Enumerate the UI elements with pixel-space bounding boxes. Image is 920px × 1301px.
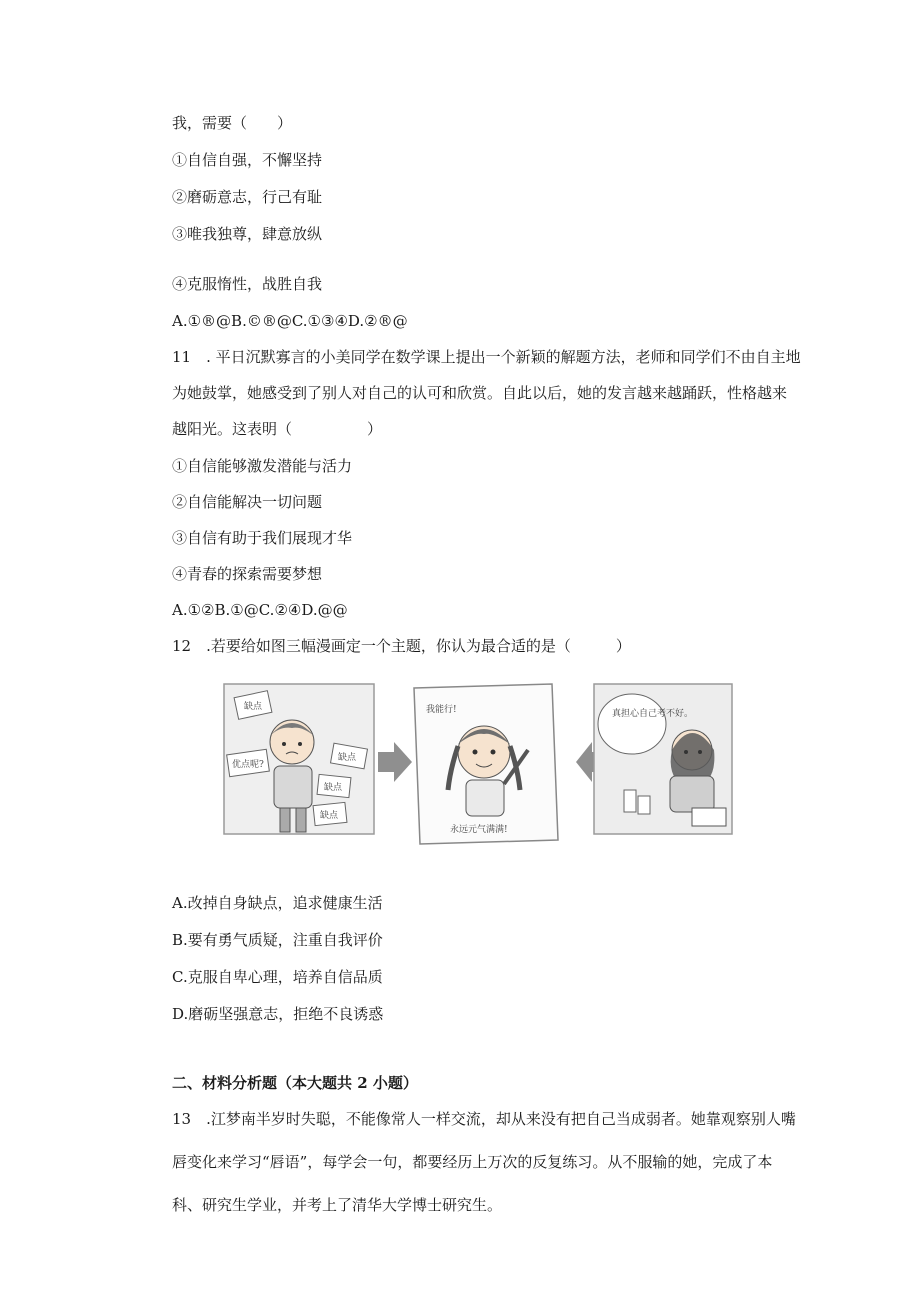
comic-strip-svg xyxy=(222,680,734,846)
arrow-right-icon xyxy=(378,742,412,782)
q13-stem-line-3: 科、研究生学业，并考上了清华大学博士研究生。 xyxy=(172,1196,503,1214)
panel2-label-2: 永远元气满满! xyxy=(450,825,508,835)
comic-panel-2 xyxy=(414,684,558,844)
q11-stem-line-2: 为她鼓掌，她感受到了别人对自己的认可和欣赏。自此以后，她的发言越来越踊跃，性格越来 xyxy=(172,384,788,402)
q11-item-2: ②自信能解决一切问题 xyxy=(172,493,323,511)
q10-item-1: ①自信自强，不懈坚持 xyxy=(172,151,323,169)
comic-strip-image xyxy=(222,680,734,846)
q11-item-1: ①自信能够激发潜能与活力 xyxy=(172,457,353,475)
q12-option-d: D.磨砺坚强意志，拒绝不良诱惑 xyxy=(172,1005,384,1023)
q12-option-c: C.克服自卑心理，培养自信品质 xyxy=(172,968,383,986)
q10-item-3: ③唯我独尊，肆意放纵 xyxy=(172,225,323,243)
panel2-label-1: 我能行! xyxy=(426,705,457,715)
q10-options: A.①®@B.©®@C.①③④D.②®@ xyxy=(172,312,408,330)
q13-stem-line-2: 唇变化来学习“唇语”，每学会一句，都要经历上万次的反复练习。从不服输的她，完成了本 xyxy=(172,1153,773,1171)
q10-item-2: ②磨砺意志，行己有耻 xyxy=(172,188,323,206)
panel3-label-1: 真担心自己考不好。 xyxy=(612,709,694,719)
q12-option-a: A.改掉自身缺点，追求健康生活 xyxy=(172,894,383,912)
comic-panel-3 xyxy=(594,684,732,834)
q10-item-4: ④克服惰性，战胜自我 xyxy=(172,275,323,293)
panel1-label-3: 缺点 xyxy=(338,753,357,763)
q11-stem-line-1: 11 . 平日沉默寡言的小美同学在数学课上提出一个新颖的解题方法，老师和同学们不由自主地 xyxy=(172,348,801,366)
q11-item-3: ③自信有助于我们展现才华 xyxy=(172,529,353,547)
section-2-heading: 二、材料分析题（本大题共 2 小题） xyxy=(172,1074,418,1092)
q11-item-4: ④青春的探索需要梦想 xyxy=(172,565,323,583)
panel1-label-4: 缺点 xyxy=(324,783,343,793)
panel1-label-2: 优点呢? xyxy=(232,760,264,770)
q12-option-b: B.要有勇气质疑，注重自我评价 xyxy=(172,931,383,949)
q11-options: A.①②B.①@C.②④D.@@ xyxy=(172,601,348,619)
q10-stem-tail: 我，需要（ ） xyxy=(172,114,293,132)
q13-stem-line-1: 13 .江梦南半岁时失聪，不能像常人一样交流，却从来没有把自己当成弱者。她靠观察别人嘴 xyxy=(172,1110,796,1128)
comic-panel-1 xyxy=(224,684,374,834)
q12-stem: 12 .若要给如图三幅漫画定一个主题，你认为最合适的是（ ） xyxy=(172,637,631,655)
q11-stem-line-3: 越阳光。这表明（ ） xyxy=(172,420,383,438)
panel1-label-1: 缺点 xyxy=(244,702,263,712)
panel1-label-5: 缺点 xyxy=(320,811,339,821)
